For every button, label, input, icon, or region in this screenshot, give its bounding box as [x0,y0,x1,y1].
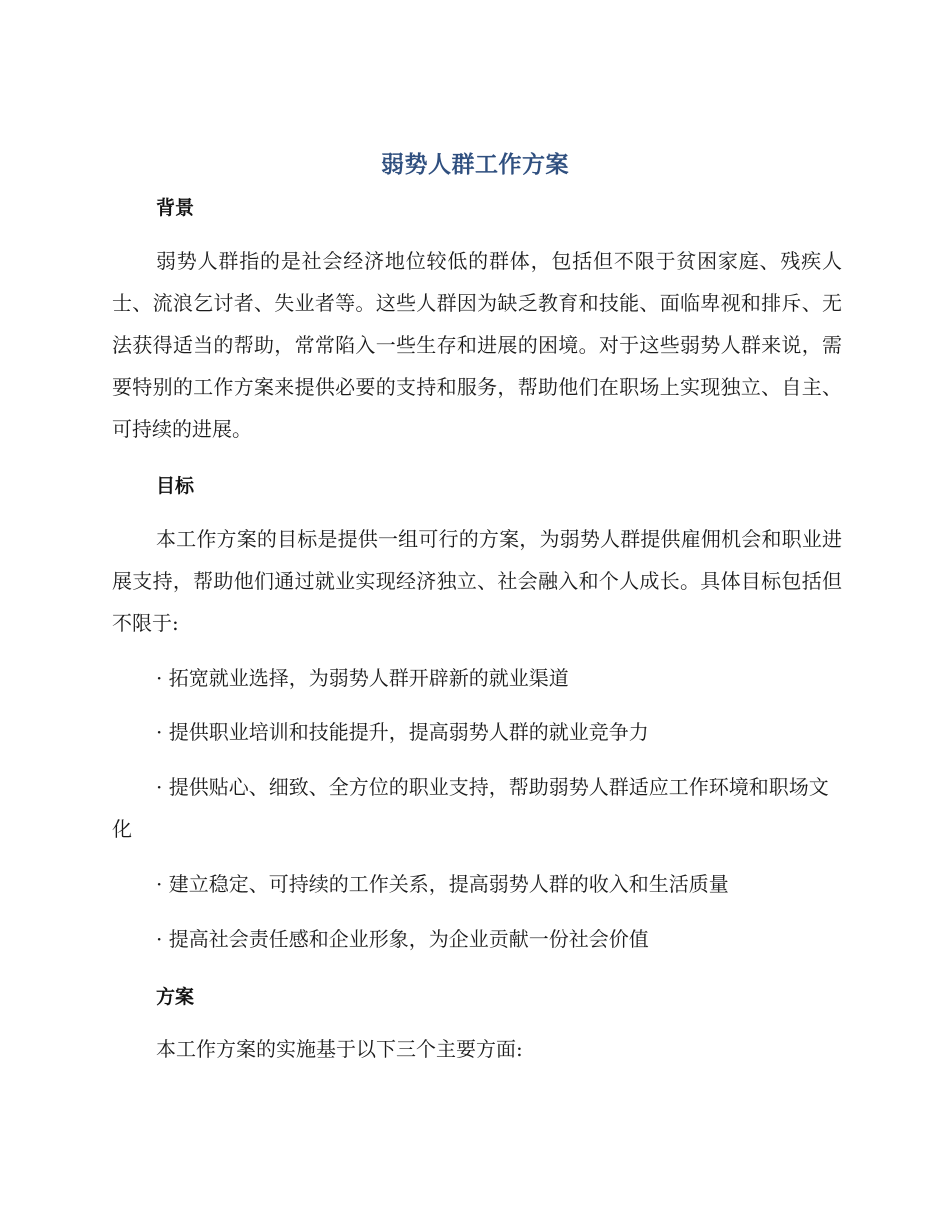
section-heading-background: 背景 [156,197,195,219]
goal-list-item: · 拓宽就业选择，为弱势人群开辟新的就业渠道 [156,666,569,690]
goal-list-item: · 提供贴心、细致、全方位的职业支持，帮助弱势人群适应工作环境和职场文化 [112,775,829,841]
document-title: 弱势人群工作方案 [381,152,569,178]
section-heading-plan: 方案 [156,986,195,1008]
section-heading-goals: 目标 [156,475,195,497]
goals-paragraph: 本工作方案的目标是提供一组可行的方案，为弱势人群提供雇佣机会和职业进展支持，帮助他们通过就业实现经济独立、社会融入和个人成长。具体目标包括但不限于: [112,527,842,635]
goal-list-item: · 建立稳定、可持续的工作关系，提高弱势人群的收入和生活质量 [156,872,729,896]
goal-list-item: · 提高社会责任感和企业形象，为企业贡献一份社会价值 [156,927,649,951]
plan-paragraph: 本工作方案的实施基于以下三个主要方面: [156,1037,523,1061]
goal-list-item: · 提供职业培训和技能提升，提高弱势人群的就业竞争力 [156,720,649,744]
background-paragraph: 弱势人群指的是社会经济地位较低的群体，包括但不限于贫困家庭、残疾人士、流浪乞讨者、失业者等。这些人群因为缺乏教育和技能、面临卑视和排斥、无法获得适当的帮助，常常陷入一些生存和进展的困境。对于这些弱势人群来说，需要特别的工作方案来提供必要的支持和服务，帮助他们在职场上实现独立、自主、可持续的进展。 [112,249,842,441]
